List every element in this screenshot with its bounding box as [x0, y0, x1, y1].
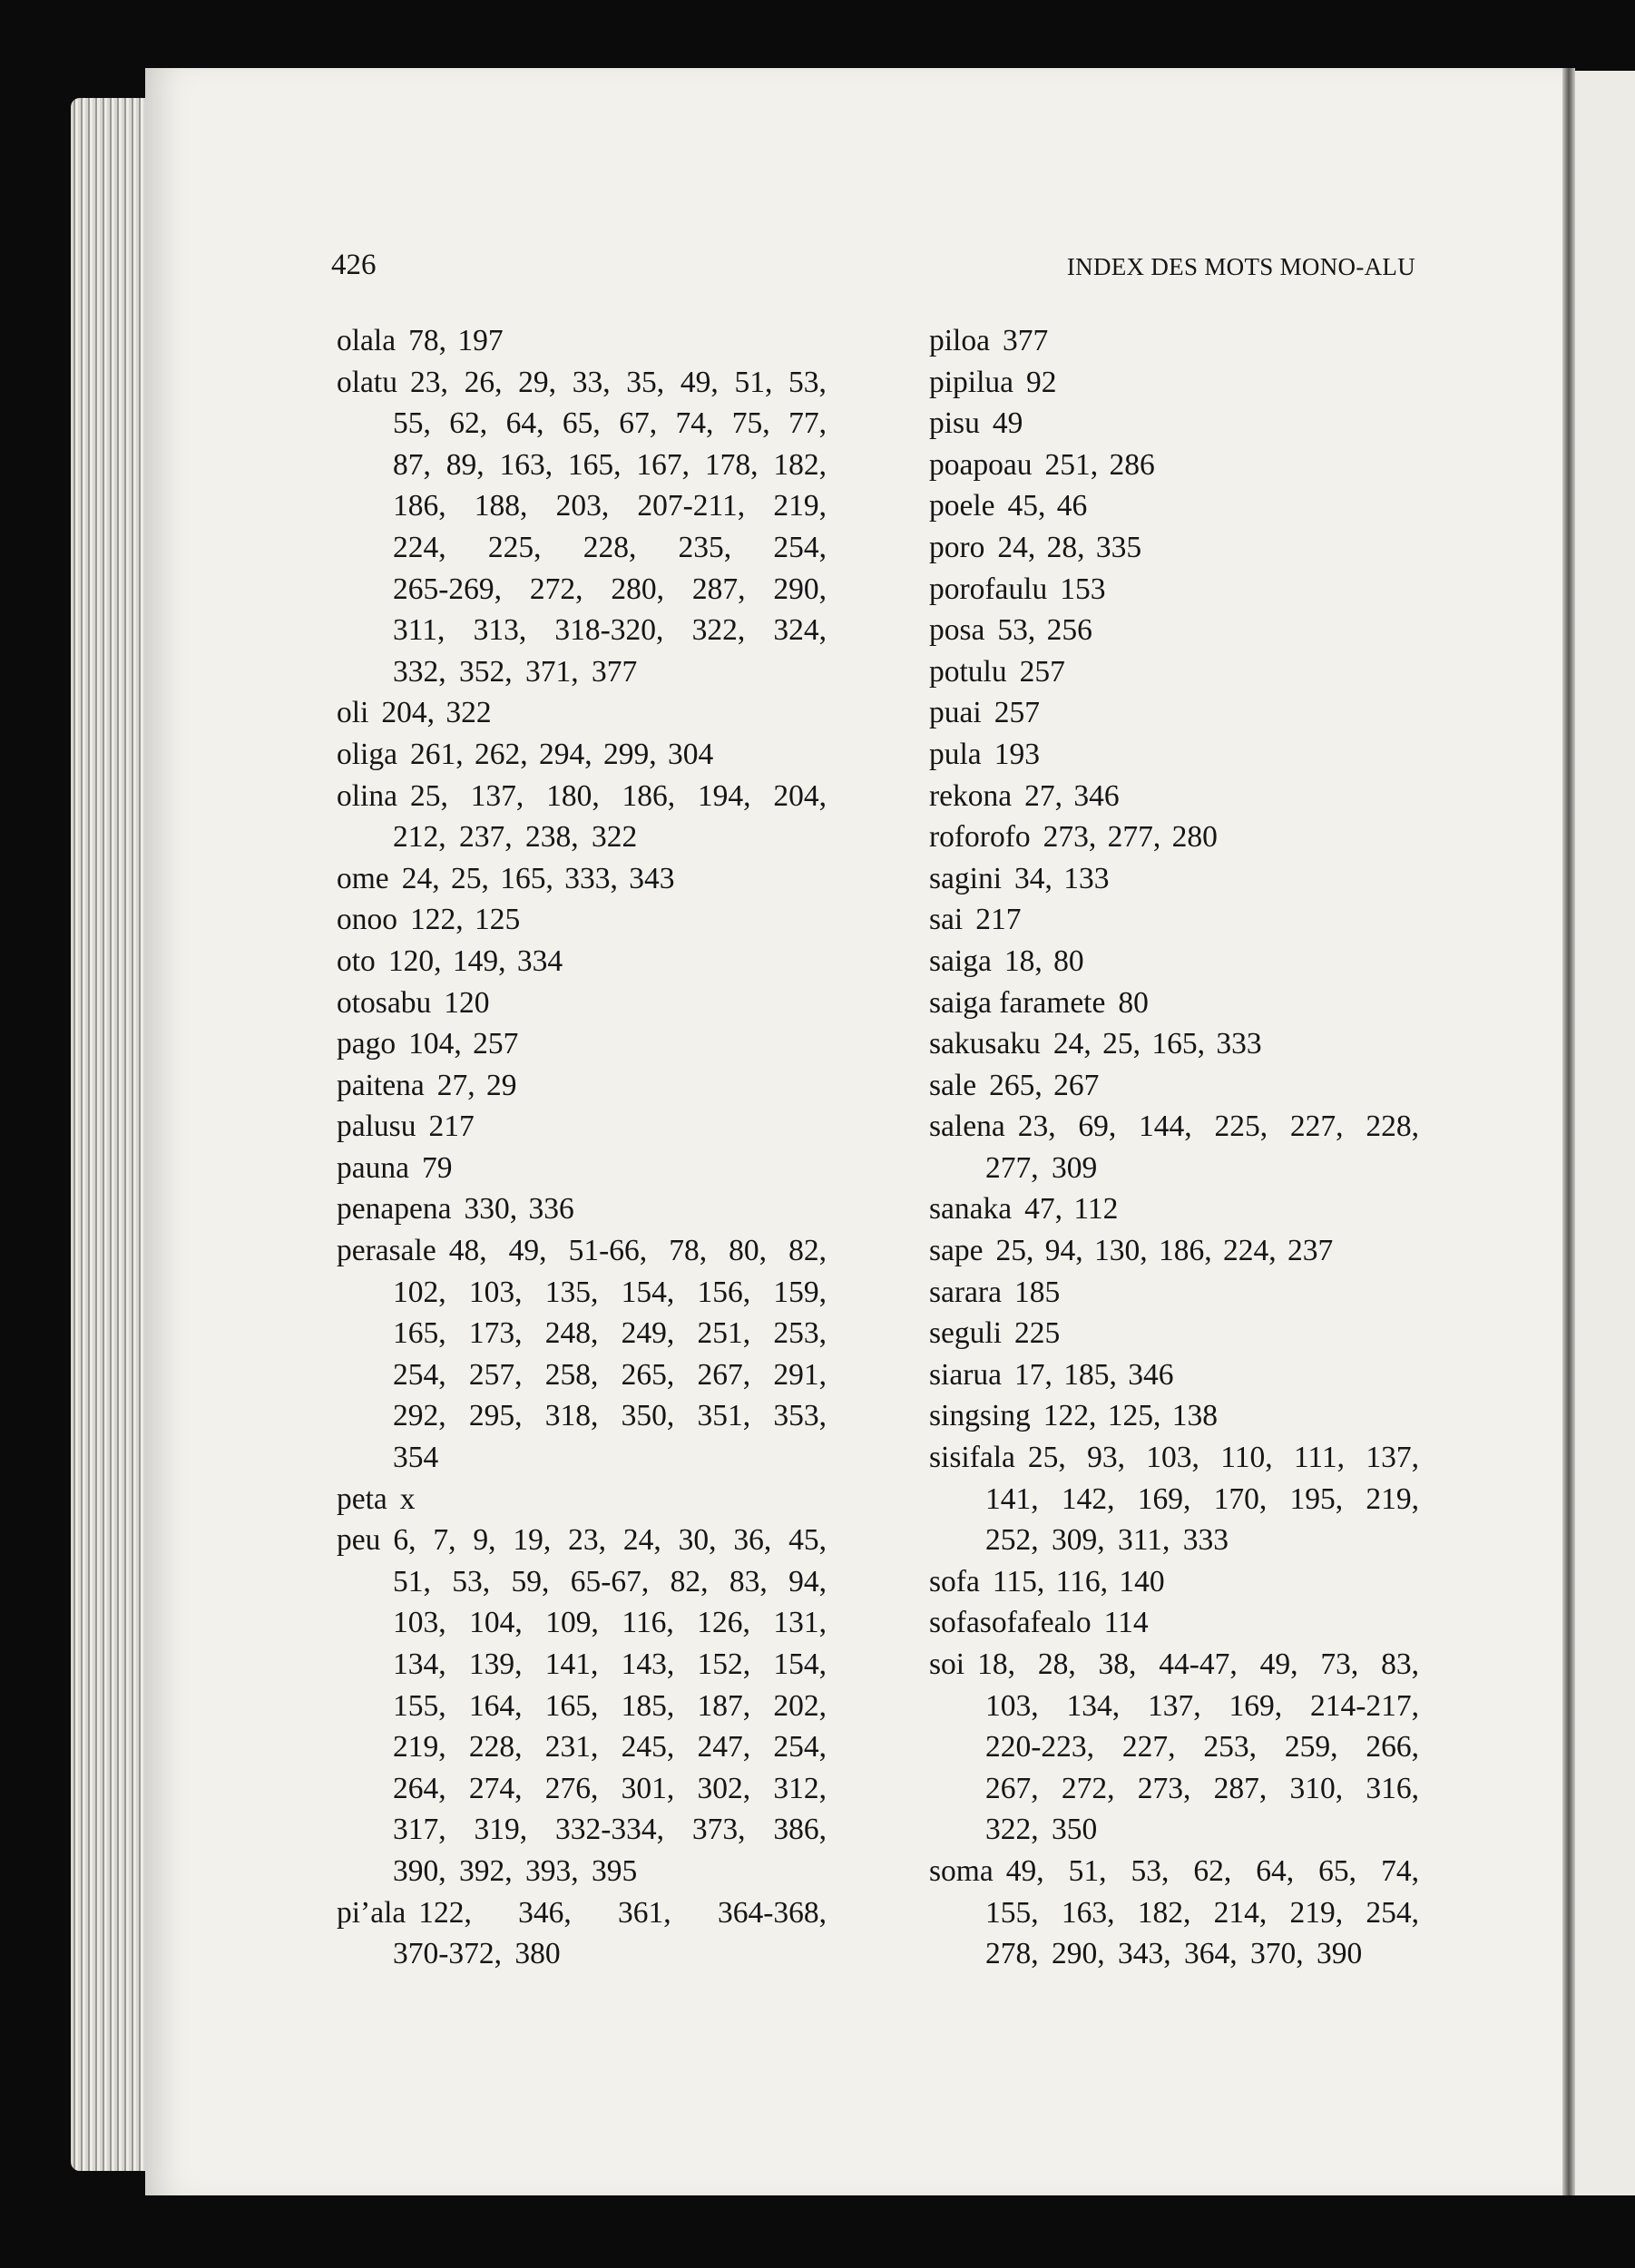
index-headword: sisifala [929, 1441, 1015, 1475]
index-headword: oto [337, 943, 376, 978]
index-references-continued: 155, 164, 165, 185, 187, 202, [393, 1688, 827, 1723]
index-headword: salena [929, 1110, 1005, 1144]
index-references-continued: 267, 272, 273, 287, 310, 316, [985, 1771, 1419, 1805]
index-references: 79 [422, 1150, 453, 1185]
index-headword: olala [337, 324, 397, 357]
index-references-continued: 277, 309 [985, 1150, 1098, 1185]
index-references-continued: 354 [393, 1441, 439, 1475]
index-headword: puai [929, 696, 982, 730]
index-references: 47, 112 [1024, 1192, 1119, 1227]
index-references: x [399, 1481, 416, 1516]
index-references: 251, 286 [1044, 447, 1155, 482]
index-entry-first-line [337, 734, 827, 776]
index-entry [337, 734, 827, 776]
index-headword: pula [929, 737, 982, 771]
index-references-continued: 254, 257, 258, 265, 267, 291, [393, 1357, 827, 1392]
index-headword: piloa [929, 324, 990, 357]
index-references: 27, 346 [1024, 778, 1120, 813]
index-entry [337, 1892, 827, 1975]
index-entry-first-line [929, 1023, 1419, 1065]
index-references-continued: 264, 274, 276, 301, 302, 312, [393, 1771, 827, 1805]
index-references: 53, 256 [997, 613, 1092, 648]
index-entry-first-line [929, 816, 1419, 858]
index-entry [929, 1354, 1419, 1396]
index-entry [337, 1479, 827, 1520]
index-entry [929, 1065, 1419, 1107]
index-entry [929, 320, 1419, 362]
index-headword: peu [337, 1523, 381, 1558]
index-entry [929, 485, 1419, 527]
index-entry-first-line [337, 858, 827, 900]
index-references-continued: 103, 104, 109, 116, 126, 131, [393, 1606, 827, 1640]
index-entry [929, 1023, 1419, 1065]
index-entry [929, 899, 1419, 941]
index-references: 217 [428, 1110, 475, 1144]
index-entry-first-line [929, 610, 1419, 651]
index-references-continued: 278, 290, 343, 364, 370, 390 [985, 1937, 1363, 1971]
page-number: 426 [331, 249, 377, 281]
index-references-continued: 87, 89, 163, 165, 167, 178, 182, [393, 447, 827, 482]
index-references-continued: 155, 163, 182, 214, 219, 254, [985, 1895, 1419, 1930]
index-entry-first-line [337, 1065, 827, 1107]
index-entry [929, 1602, 1419, 1644]
index-entry-first-line [929, 362, 1419, 404]
index-entry [929, 941, 1419, 982]
index-headword: oli [337, 696, 369, 730]
index-entry-first-line [929, 734, 1419, 776]
index-entry [337, 1188, 827, 1230]
index-headword: sagini [929, 861, 1003, 895]
index-references-continued: 332, 352, 371, 377 [393, 654, 638, 689]
index-references: 24, 25, 165, 333, 343 [401, 861, 675, 895]
index-headword: sanaka [929, 1192, 1013, 1227]
index-entry [929, 1644, 1419, 1851]
index-entry [337, 899, 827, 941]
running-head: INDEX DES MOTS MONO-ALU [1066, 253, 1415, 280]
index-entry [337, 1520, 827, 1892]
index-references: 27, 29 [436, 1068, 517, 1102]
index-references: 225 [1014, 1316, 1061, 1351]
index-headword: singsing [929, 1399, 1031, 1433]
index-headword: siarua [929, 1357, 1002, 1392]
index-entry-first-line [337, 1023, 827, 1065]
index-references: 23, 26, 29, 33, 35, 49, 51, 53, [409, 365, 827, 399]
index-headword: sofa [929, 1564, 980, 1598]
index-references: 114 [1103, 1606, 1149, 1640]
index-headword: porofaulu [929, 572, 1048, 606]
index-headword: peta [337, 1481, 387, 1516]
index-headword: pipilua [929, 365, 1014, 399]
index-entry [929, 527, 1419, 569]
index-entry-first-line [929, 1561, 1419, 1603]
index-references: 273, 277, 280 [1043, 820, 1218, 855]
index-entry-first-line [929, 692, 1419, 734]
index-entry [337, 692, 827, 734]
index-entry-first-line [337, 320, 827, 362]
index-entry-first-line [337, 1188, 827, 1230]
index-headword: onoo [337, 903, 397, 937]
index-entry-first-line [929, 320, 1419, 362]
index-references: 78, 197 [408, 324, 504, 357]
index-references-continued: 51, 53, 59, 65-67, 82, 83, 94, [393, 1564, 827, 1598]
index-references: 17, 185, 346 [1014, 1357, 1174, 1392]
index-headword: otosabu [337, 985, 432, 1020]
index-references: 122, 346, 361, 364-368, [418, 1895, 827, 1930]
index-entry-first-line [929, 982, 1419, 1024]
index-references: 92 [1026, 365, 1057, 399]
index-entry-first-line [929, 776, 1419, 817]
index-entry [929, 1230, 1419, 1272]
index-references: 24, 25, 165, 333 [1052, 1027, 1262, 1061]
index-references: 193 [994, 737, 1040, 771]
index-headword: sale [929, 1068, 977, 1102]
index-references: 24, 28, 335 [997, 530, 1142, 564]
index-entry [337, 941, 827, 982]
book-gutter [1562, 68, 1575, 2195]
index-entry [929, 1851, 1419, 1975]
index-entry-first-line [337, 1148, 827, 1189]
index-entry [929, 1106, 1419, 1188]
index-entry-first-line [929, 1188, 1419, 1230]
index-references-continued: 165, 173, 248, 249, 251, 253, [393, 1316, 827, 1351]
index-references-continued: 322, 350 [985, 1813, 1098, 1847]
index-entry-first-line [929, 1602, 1419, 1644]
index-references: 261, 262, 294, 299, 304 [409, 737, 714, 771]
index-entry [337, 858, 827, 900]
index-entry-first-line [929, 445, 1419, 486]
index-headword: seguli [929, 1316, 1003, 1351]
index-references-continued: 220-223, 227, 253, 259, 266, [985, 1730, 1419, 1765]
index-entry-first-line [337, 941, 827, 982]
index-references-continued: 134, 139, 141, 143, 152, 154, [393, 1647, 827, 1681]
index-headword: ome [337, 861, 389, 895]
index-references: 377 [1002, 324, 1049, 357]
index-headword: poro [929, 530, 985, 564]
index-references: 257 [994, 696, 1040, 730]
index-references: 115, 116, 140 [992, 1564, 1165, 1598]
index-headword: sarara [929, 1275, 1002, 1309]
index-entry-first-line [929, 1644, 1419, 1686]
index-headword: pisu [929, 406, 980, 441]
index-headword: posa [929, 613, 985, 648]
index-references: 257 [1019, 654, 1065, 689]
index-entry-first-line [337, 776, 827, 817]
index-headword: sakusaku [929, 1027, 1041, 1061]
index-entry-first-line [929, 1065, 1419, 1107]
index-entry-first-line [929, 403, 1419, 445]
index-entry [929, 362, 1419, 404]
index-references: 6, 7, 9, 19, 23, 24, 30, 36, 45, [393, 1523, 827, 1558]
index-headword: penapena [337, 1192, 452, 1227]
index-references: 204, 322 [381, 696, 492, 730]
index-entry-first-line [337, 692, 827, 734]
index-headword: olatu [337, 365, 397, 399]
index-entry-first-line [929, 1437, 1419, 1479]
index-references-continued: 219, 228, 231, 245, 247, 254, [393, 1730, 827, 1765]
index-references: 18, 80 [1004, 943, 1084, 978]
index-references: 49 [992, 406, 1023, 441]
index-entry [337, 982, 827, 1024]
index-entry [337, 1065, 827, 1107]
index-entry [929, 1272, 1419, 1314]
index-references-continued: 103, 134, 137, 169, 214-217, [985, 1688, 1419, 1723]
index-references: 265, 267 [989, 1068, 1100, 1102]
index-entry-first-line [929, 1230, 1419, 1272]
index-headword: rekona [929, 778, 1013, 813]
index-references-continued: 317, 319, 332-334, 373, 386, [393, 1813, 827, 1847]
index-references-continued: 224, 225, 228, 235, 254, [393, 530, 827, 564]
index-headword: sai [929, 903, 964, 937]
index-entry [337, 362, 827, 693]
index-headword: pi’ala [337, 1895, 406, 1930]
index-entry [929, 692, 1419, 734]
index-entry [929, 1395, 1419, 1437]
index-references-continued: 55, 62, 64, 65, 67, 74, 75, 77, [393, 406, 827, 441]
index-entry-first-line [929, 1354, 1419, 1396]
index-entry-first-line [929, 651, 1419, 693]
index-references: 80 [1118, 985, 1149, 1020]
index-references-continued: 292, 295, 318, 350, 351, 353, [393, 1399, 827, 1433]
index-entry-first-line [929, 899, 1419, 941]
index-entry [929, 403, 1419, 445]
index-entry [337, 1023, 827, 1065]
index-entry-first-line [929, 1106, 1419, 1148]
index-headword: soma [929, 1853, 994, 1888]
index-references: 153 [1060, 572, 1106, 606]
index-references: 25, 93, 103, 110, 111, 137, [1027, 1441, 1419, 1475]
index-references: 25, 94, 130, 186, 224, 237 [995, 1234, 1334, 1268]
index-references: 120, 149, 334 [387, 943, 563, 978]
index-entry-first-line [929, 1395, 1419, 1437]
index-entry-first-line [337, 1479, 827, 1520]
index-entry-first-line [337, 362, 827, 404]
index-entry-first-line [929, 485, 1419, 527]
index-headword: poapoau [929, 447, 1033, 482]
index-entry-first-line [929, 941, 1419, 982]
index-references: 122, 125, 138 [1043, 1399, 1218, 1433]
index-references: 18, 28, 38, 44-47, 49, 73, 83, [977, 1647, 1419, 1681]
index-entry [337, 1230, 827, 1479]
index-references: 185 [1013, 1275, 1061, 1309]
index-entry [337, 320, 827, 362]
index-headword: poele [929, 489, 995, 523]
index-column-right [929, 320, 1419, 1975]
index-headword: perasale [337, 1234, 436, 1268]
index-references: 45, 46 [1007, 489, 1088, 523]
index-headword: olina [337, 778, 397, 813]
index-references: 49, 51, 53, 62, 64, 65, 74, [1005, 1853, 1419, 1888]
index-entry [337, 776, 827, 858]
index-references-continued: 186, 188, 203, 207-211, 219, [393, 489, 827, 523]
index-entry [929, 816, 1419, 858]
index-references-continued: 390, 392, 393, 395 [393, 1853, 638, 1888]
index-headword: soi [929, 1647, 965, 1681]
index-entry-first-line [929, 1313, 1419, 1354]
index-entry [337, 1148, 827, 1189]
index-references-continued: 102, 103, 135, 154, 156, 159, [393, 1275, 827, 1309]
index-entry [929, 569, 1419, 611]
index-entry-first-line [929, 858, 1419, 900]
index-references-continued: 252, 309, 311, 333 [985, 1523, 1229, 1558]
index-entry-first-line [337, 1106, 827, 1148]
index-references: 104, 257 [408, 1027, 519, 1061]
index-entry [929, 610, 1419, 651]
facing-page-edge [1573, 71, 1635, 2195]
index-references-continued: 370-372, 380 [393, 1937, 561, 1971]
index-references: 120 [444, 985, 490, 1020]
index-entry [929, 651, 1419, 693]
index-entry-first-line [929, 1851, 1419, 1892]
index-references: 34, 133 [1014, 861, 1110, 895]
index-entry [929, 1313, 1419, 1354]
index-headword: saiga [929, 943, 992, 978]
index-entry-first-line [337, 1892, 827, 1934]
index-references-continued: 265-269, 272, 280, 287, 290, [393, 572, 827, 606]
index-entry [929, 734, 1419, 776]
index-references: 23, 69, 144, 225, 227, 228, [1017, 1110, 1419, 1144]
index-entry [929, 1561, 1419, 1603]
index-references: 122, 125 [410, 903, 521, 937]
index-column-left [337, 320, 827, 1975]
index-headword: potulu [929, 654, 1007, 689]
index-references-continued: 141, 142, 169, 170, 195, 219, [985, 1481, 1419, 1516]
index-entry [929, 1188, 1419, 1230]
index-headword: pago [337, 1027, 397, 1061]
index-entry-first-line [929, 527, 1419, 569]
index-references-continued: 311, 313, 318-320, 322, 324, [393, 613, 827, 648]
index-headword: pauna [337, 1150, 409, 1185]
index-headword: oliga [337, 737, 397, 771]
index-headword: roforofo [929, 820, 1031, 855]
index-entry-first-line [337, 1230, 827, 1272]
index-references: 25, 137, 180, 186, 194, 204, [409, 778, 827, 813]
index-entry [929, 982, 1419, 1024]
index-entry-first-line [337, 899, 827, 941]
index-headword: palusu [337, 1110, 416, 1144]
index-headword: paitena [337, 1068, 425, 1102]
index-headword: sofasofafealo [929, 1606, 1092, 1640]
index-references: 48, 49, 51-66, 78, 80, 82, [448, 1234, 827, 1268]
index-references: 217 [975, 903, 1022, 937]
index-entry [337, 1106, 827, 1148]
index-entry [929, 776, 1419, 817]
index-entry [929, 1437, 1419, 1561]
index-references-continued: 212, 237, 238, 322 [393, 820, 638, 855]
index-entry-first-line [337, 982, 827, 1024]
index-entry [929, 858, 1419, 900]
index-entry-first-line [929, 569, 1419, 611]
index-entry [929, 445, 1419, 486]
index-headword: sape [929, 1234, 984, 1268]
index-entry-first-line [337, 1520, 827, 1561]
index-headword: saiga faramete [929, 985, 1106, 1020]
index-entry-first-line [929, 1272, 1419, 1314]
index-references: 330, 336 [464, 1192, 574, 1227]
